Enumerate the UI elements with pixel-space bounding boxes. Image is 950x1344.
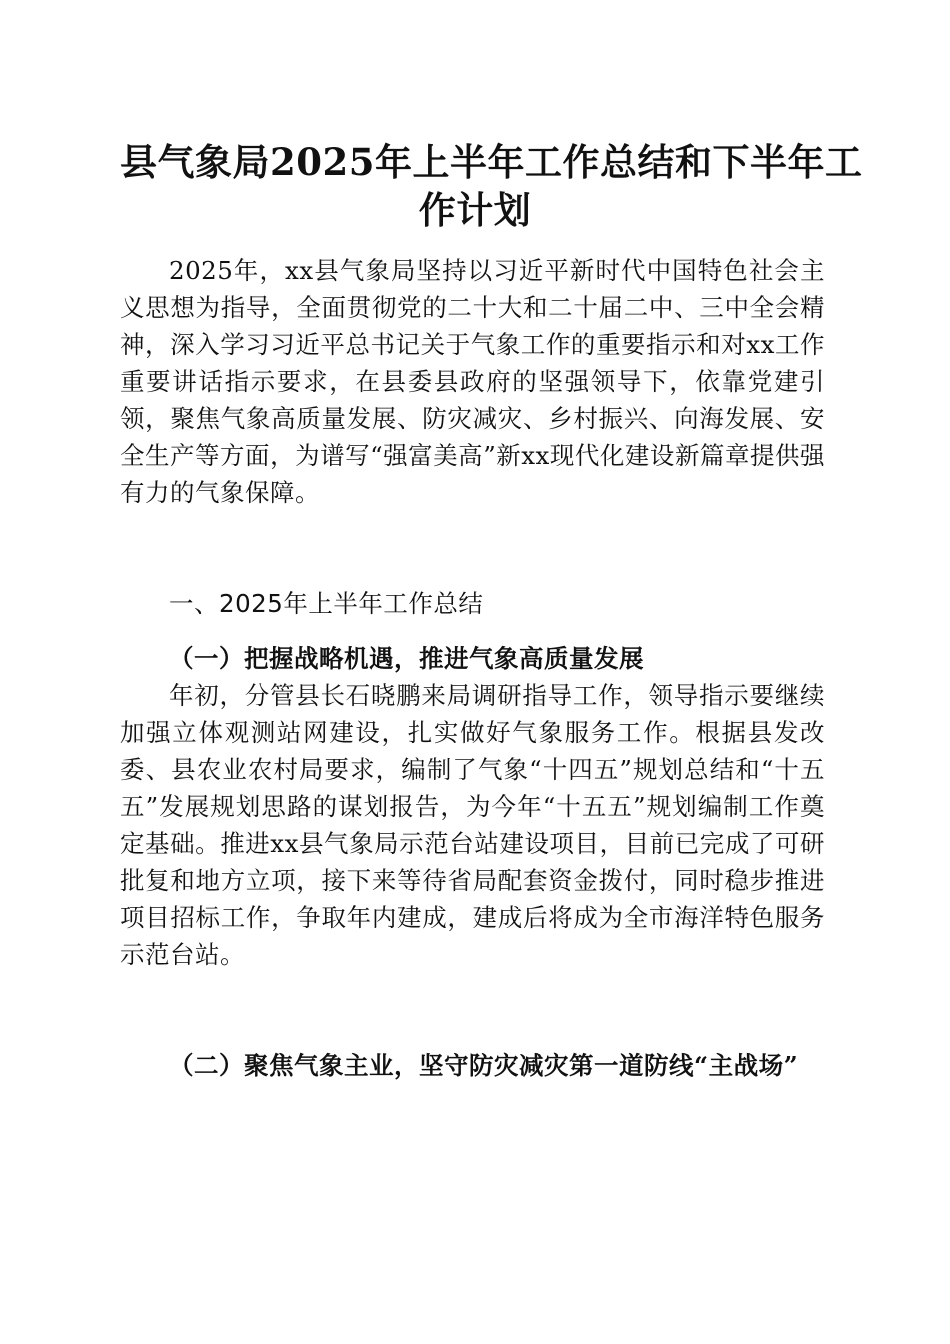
section-1-heading: 一、2025年上半年工作总结	[169, 589, 484, 618]
subsection-1-heading: （一）把握战略机遇，推进气象高质量发展	[169, 644, 644, 673]
document-title-line-2: 作计划	[418, 188, 532, 232]
intro-paragraph: 2025年，xx县气象局坚持以习近平新时代中国特色社会主义思想为指导，全面贯彻党的二十大和二十届二中、三中全会精神，深入学习习近平总书记关于气象工作的重要指示和对xx工作重要讲话指示要求，在县委县政府的坚强领导下，依靠党建引领，聚焦气象高质量发展、防灾减灾、乡村振兴、向海发展、安全生产等方面，为谱写“强富美高”新xx现代化建设新篇章提供强有力的气象保障。	[120, 256, 825, 507]
subsection-2-heading: （二）聚焦气象主业，坚守防灾减灾第一道防线“主战场”	[169, 1051, 799, 1080]
document-title	[120, 138, 863, 234]
subsection-1-paragraph: 年初，分管县长石晓鹏来局调研指导工作，领导指示要继续加强立体观测站网建设，扎实做好气象服务工作。根据县发改委、县农业农村局要求，编制了气象“十四五”规划总结和“十五五”发展规划思路的谋划报告，为今年“十五五”规划编制工作奠定基础。推进xx县气象局示范台站建设项目，目前已完成了可研批复和地方立项，接下来等待省局配套资金拨付，同时稳步推进项目招标工作，争取年内建成，建成后将成为全市海洋特色服务示范台站。	[120, 681, 825, 969]
document-title-line-1: 县气象局2025年上半年工作总结和下半年工	[120, 140, 863, 184]
